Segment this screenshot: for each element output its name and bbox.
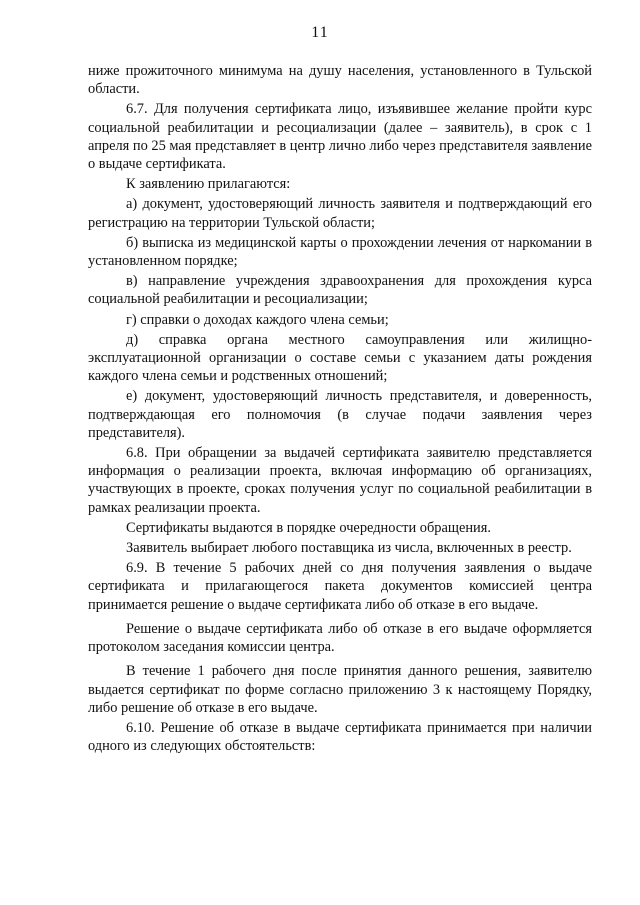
page-number: 11 [311, 24, 329, 41]
list-item-v: в) направление учреждения здравоохранения для прохождения курса социальной реабилитации и ресоциализации; [88, 273, 592, 308]
paragraph-continuation: ниже прожиточного минимума на душу населения, установленного в Тульской области. [88, 63, 592, 98]
document-body [88, 62, 592, 757]
paragraph-attachments-intro: К заявлению прилагаются: [126, 176, 291, 193]
list-item-e: е) документ, удостоверяющий личность представителя, и доверенность, подтверждающая его полномочия (в случае подачи заявления через представителя). [88, 388, 592, 441]
paragraph-6-9: 6.9. В течение 5 рабочих дней со дня получения заявления о выдаче сертификата и прилагающегося пакета документов комиссией центра принимается решение о выдаче сертификата либо об отказе в его выдаче. [88, 560, 592, 613]
paragraph-6-8: 6.8. При обращении за выдачей сертификата заявителю представляется информация о реализации проекта, включая информацию об организациях, участвующих в проекте, сроках получения услуг по социальной реабилитации в рамках реализации проекта. [88, 445, 592, 516]
paragraph-6-10: 6.10. Решение об отказе в выдаче сертификата принимается при наличии одного из следующих обстоятельств: [88, 719, 592, 755]
list-item-d: д) справка органа местного самоуправления или жилищно-эксплуатационной организации о составе семьи с указанием даты рождения каждого члена семьи и родственных отношений; [88, 331, 592, 385]
list-item-g: г) справки о доходах каждого члена семьи; [126, 311, 389, 328]
paragraph-decision-protocol: Решение о выдаче сертификата либо об отказе в его выдаче оформляется протоколом заседания комиссии центра. [88, 620, 592, 656]
paragraph-certificate-issue: В течение 1 рабочего дня после принятия данного решения, заявителю выдается сертификат по форме согласно приложению 3 к настоящему Порядку, либо решение об отказе в его выдаче. [88, 663, 592, 716]
paragraph-6-7: 6.7. Для получения сертификата лицо, изъявившее желание пройти курс социальной реабилитации и ресоциализации (далее – заявитель), в срок с 1 апреля по 25 мая представляет в центр лично либо через представителя заявление о выдаче сертификата. [88, 101, 592, 173]
list-item-a: а) документ, удостоверяющий личность заявителя и подтверждающий его регистрацию на территории Тульской области; [88, 196, 592, 231]
list-item-b: б) выписка из медицинской карты о прохождении лечения от наркомании в установленном порядке; [88, 234, 592, 270]
paragraph-provider-choice: Заявитель выбирает любого поставщика из числа, включенных в реестр. [126, 540, 572, 557]
paragraph-certificates-order: Сертификаты выдаются в порядке очередности обращения. [126, 519, 491, 536]
